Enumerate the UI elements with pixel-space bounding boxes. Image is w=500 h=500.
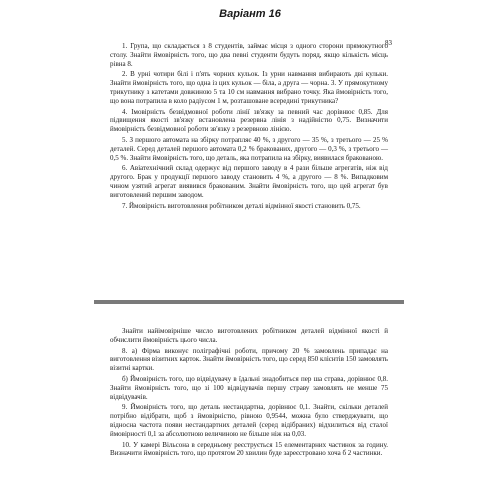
problem-paragraph: б) Ймовірність того, що відвідувачу в їдальні знадобиться пер ша страва, дорівнює 0,8. Знайти ймовірність того, що зі 100 відвідувачів першу страву замовлять не менше 75 відвідувачів. bbox=[110, 374, 388, 401]
problems-section-top bbox=[110, 42, 388, 212]
problem-paragraph: 1. Група, що складається з 8 студентів, займає місця з одного сторони прямокутного столу. Знайти ймовірність того, що два певні студенти будуть поряд, якщо кількість місць рівна 8. bbox=[110, 42, 388, 68]
problem-paragraph: Знайти найімовірніше число виготовлених робітником деталей відмінної якості й обчислити ймовірність цього числа. bbox=[110, 327, 388, 344]
page-number: 83 bbox=[385, 39, 392, 47]
problem-paragraph: 6. Авіатехнічний склад одержує від першого заводу в 4 рази більше агрегатів, ніж від другого. Брак у продукції першого заводу становить 4 %, а другого — 8 %. Випадковим чином узятий агрегат виявився бракованим. Знайти ймовірність того, що цей агрегат був виготовлений першим заводом. bbox=[110, 164, 388, 199]
problem-paragraph: 2. В урні чотири білі і п'ять чорних кульок. Із урни навмання вибирають дві кульки. Знайти ймовірність того, що одна із цих кульок — біла, а друга — чорна. 3. У прямокутному трикутнику з катетами довжиною 5 та 10 см навмання вибрано точку. Яка ймовірність того, що вона потрапила в коло радіусом 1 м, розташоване всередині трикутника? bbox=[110, 70, 388, 105]
problem-paragraph: 5. З першого автомата на збірку потрапляє 40 %, з другого — 35 %, з третього — 25 % деталей. Серед деталей першого автомата 0,2 % бракованих, другого — 0,3 %, з третього — 0,5 %. Знайти ймовірність того, що деталь, яка потрапила на збірку, виявилася бракованою. bbox=[110, 135, 388, 162]
problem-paragraph: 4. Імовірність безвідмовної роботи лінії зв'язку за певний час дорівнює 0,85. Для підвищення якості зв'язку встановлена резервна лінія з надійністю 0,75. Визначити ймовірність безвідмовної роботи зв'язку з резервною лінією. bbox=[110, 107, 388, 134]
problem-paragraph: 8. а) Фірма виконує поліграфічні роботи, причому 20 % замовлень припадає на виготовлення візитних карток. Знайти ймовірність того, що серед 850 кліснтів 150 замовлять візитні картки. bbox=[110, 346, 388, 373]
problems-section-bottom bbox=[110, 327, 388, 460]
problem-paragraph: 7. Ймовірність виготовлення робітником деталі відмінної якості становить 0,75. bbox=[122, 201, 361, 210]
page-divider bbox=[94, 300, 404, 304]
page-title: Варіант 16 bbox=[219, 8, 281, 20]
problem-paragraph: 9. Ймовірність того, що деталь нестандартна, дорівнює 0,1. Знайти, скільки деталей потрібно відібрати, щоб з ймовірністю, рівною 0,9544, можна було стверджувати, що відносна частота появи нестандартних деталей (серед відібраних) відхилиться від сталої ймовірності 0,1 за абсолютною величиною не більше ніж на 0,03. bbox=[110, 403, 388, 438]
problem-paragraph: 10. У камері Вільсона в середньому реєструється 15 елементарних частинок за годину. Визначити ймовірність того, що протягом 20 хвилин буде зареєстровано хоча б 2 частинки. bbox=[110, 440, 388, 458]
